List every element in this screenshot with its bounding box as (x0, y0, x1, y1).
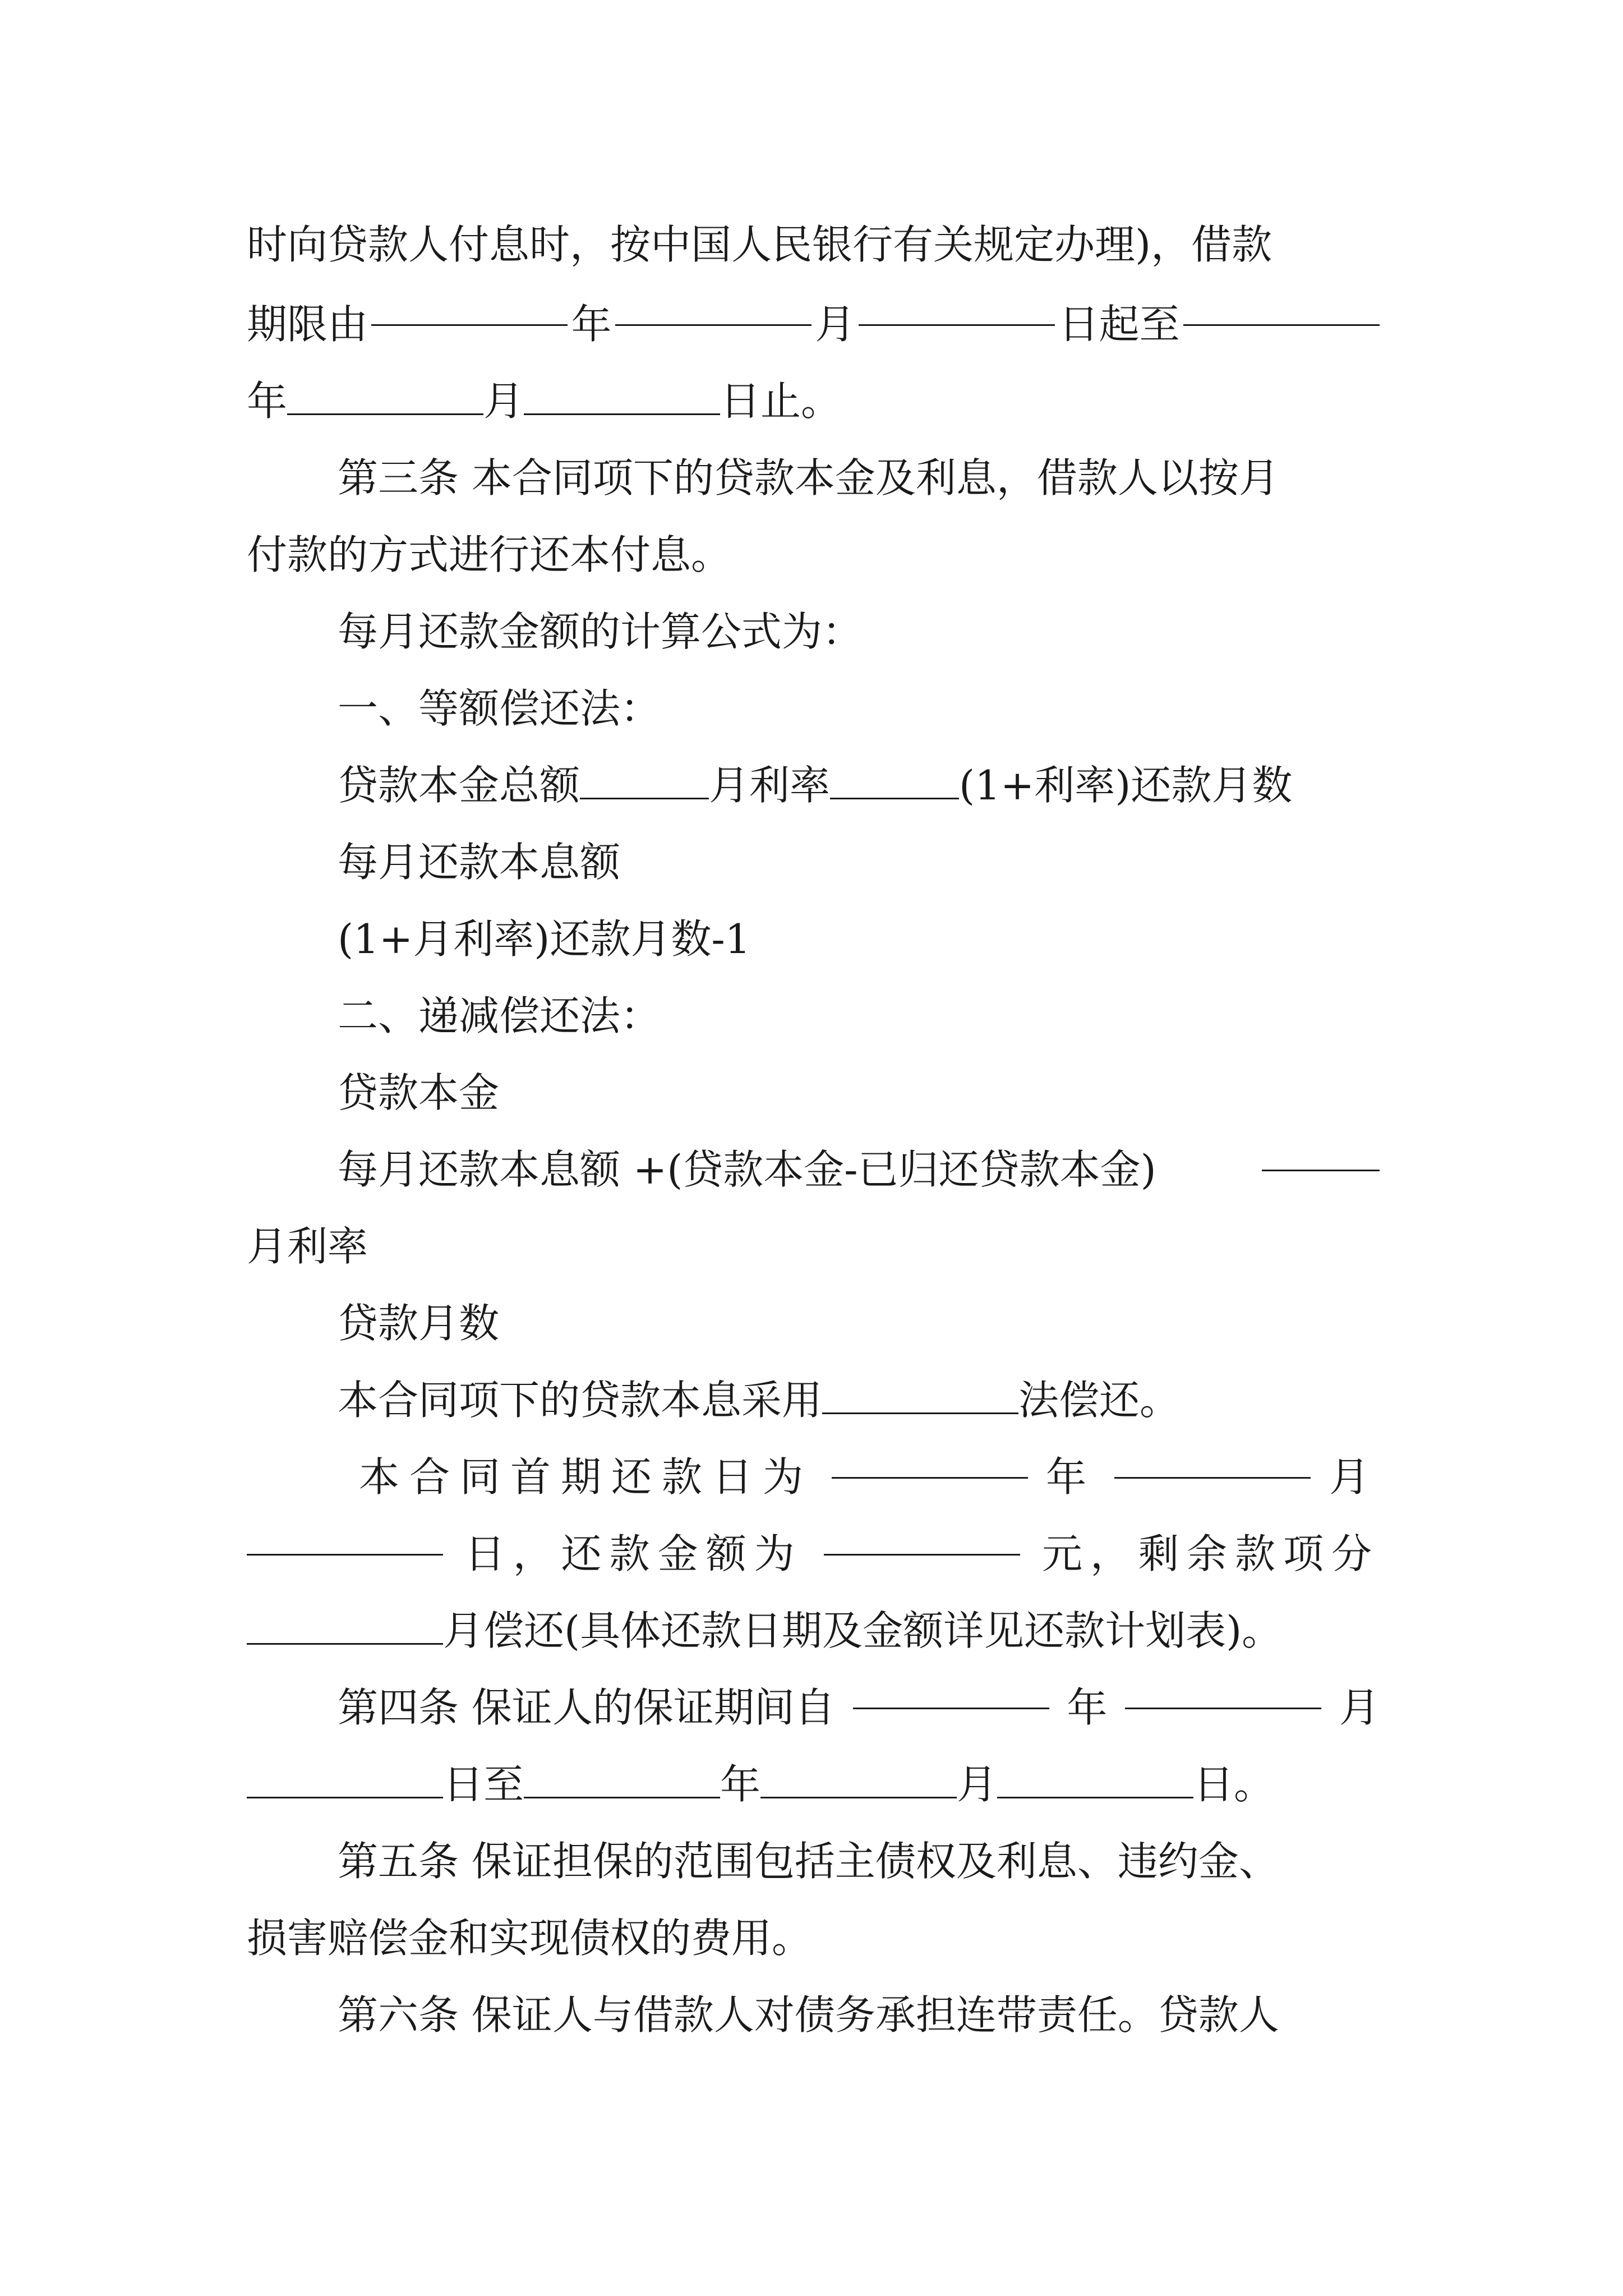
text: 第五条 保证担保的范围包括主债权及利息、违约金、 (338, 1838, 1279, 1885)
text: 本合同项下的贷款本息采用 (338, 1377, 823, 1424)
text: 月 (1339, 1684, 1380, 1731)
text: 每月还款本息额 (338, 839, 621, 886)
text-line (338, 905, 1380, 973)
blank-field (1183, 291, 1380, 326)
text: 月 (483, 378, 524, 425)
blank-field (1114, 1443, 1311, 1479)
text: 损害赔偿金和实现债权的费用。 (247, 1915, 813, 1962)
blank-field (853, 1674, 1049, 1709)
blank-field (287, 380, 483, 415)
text: 日止。 (720, 378, 842, 425)
text: 日，还款金额为 (464, 1530, 803, 1577)
text: 年 (247, 378, 288, 425)
text-line (338, 1366, 1380, 1434)
text: 月偿还(具体还款日期及金额详见还款计划表)。 (443, 1607, 1283, 1654)
text: 月 (815, 301, 856, 348)
text-line (338, 1828, 1380, 1895)
text: 一、等额偿还法： (338, 685, 661, 732)
text-line (247, 1751, 1380, 1818)
blank-field (247, 1520, 443, 1556)
text: 法偿还。 (1018, 1377, 1181, 1424)
text: 日起至 (1058, 301, 1180, 348)
blank-field (822, 1379, 1018, 1414)
text: 日。 (1193, 1761, 1275, 1808)
text-line (338, 1674, 1380, 1741)
text-line (247, 291, 1380, 358)
text-line (338, 1059, 1380, 1126)
text: 月利率 (709, 762, 831, 809)
text: 第四条 保证人的保证期间自 (338, 1684, 835, 1731)
text: 第三条 本合同项下的贷款本金及利息，借款人以按月 (338, 454, 1279, 501)
blank-field (760, 1763, 957, 1798)
text: 二、递减偿还法： (338, 992, 661, 1039)
text-line (247, 1520, 1380, 1588)
text-line (338, 752, 1380, 819)
text: 月 (1329, 1453, 1380, 1501)
text: 月 (957, 1761, 998, 1808)
text-line (338, 1981, 1380, 2049)
text: 贷款本金总额 (338, 762, 580, 809)
blank-field (247, 1609, 443, 1645)
blank-field (524, 380, 720, 415)
text: 本合同首期还款日为 (359, 1453, 814, 1501)
text: 贷款月数 (338, 1300, 500, 1347)
text-line (338, 675, 1380, 742)
text-line (247, 367, 1380, 435)
blank-field (371, 291, 568, 326)
blank-field (832, 1443, 1028, 1479)
text: 年 (571, 301, 612, 348)
blank-field (524, 1763, 720, 1798)
text-line (338, 598, 1380, 665)
text: 日至 (443, 1761, 524, 1808)
blank-field (830, 764, 959, 799)
text: (1+利率)还款月数 (959, 762, 1293, 809)
text-line (247, 521, 1380, 588)
text: 年 (720, 1761, 761, 1808)
blank-field (615, 291, 811, 326)
blank-field (1262, 1136, 1380, 1171)
text: (1+月利率)还款月数-1 (338, 915, 751, 963)
text: 期限由 (247, 301, 368, 348)
blank-field (1125, 1674, 1321, 1709)
blank-field (247, 1763, 443, 1798)
text: 付款的方式进行还本付息。 (247, 531, 732, 578)
text: 年 (1045, 1453, 1096, 1501)
text: 月利率 (247, 1223, 368, 1270)
blank-field (824, 1520, 1020, 1556)
text-line (338, 1136, 1380, 1203)
text: 每月还款金额的计算公式为： (338, 608, 863, 655)
text-line (338, 982, 1380, 1050)
text-line (247, 1213, 1380, 1280)
text: 每月还款本息额 +(贷款本金-已归还贷款本金) (338, 1146, 1156, 1193)
text: 时向贷款人付息时，按中国人民银行有关规定办理)，借款 (247, 221, 1272, 268)
text-line (247, 1904, 1380, 1972)
text: 年 (1067, 1684, 1108, 1731)
blank-field (580, 764, 709, 799)
text-line (338, 444, 1380, 512)
blank-field (859, 291, 1055, 326)
text-line (338, 1290, 1380, 1357)
text-line (338, 829, 1380, 896)
text: 第六条 保证人与借款人对债务承担连带责任。贷款人 (338, 1991, 1279, 2039)
text: 贷款本金 (338, 1069, 500, 1116)
text-line (247, 1597, 1380, 1664)
text-line (359, 1443, 1380, 1511)
text: 元，剩余款项分 (1041, 1530, 1380, 1577)
blank-field (997, 1763, 1193, 1798)
text-line (247, 211, 1380, 278)
